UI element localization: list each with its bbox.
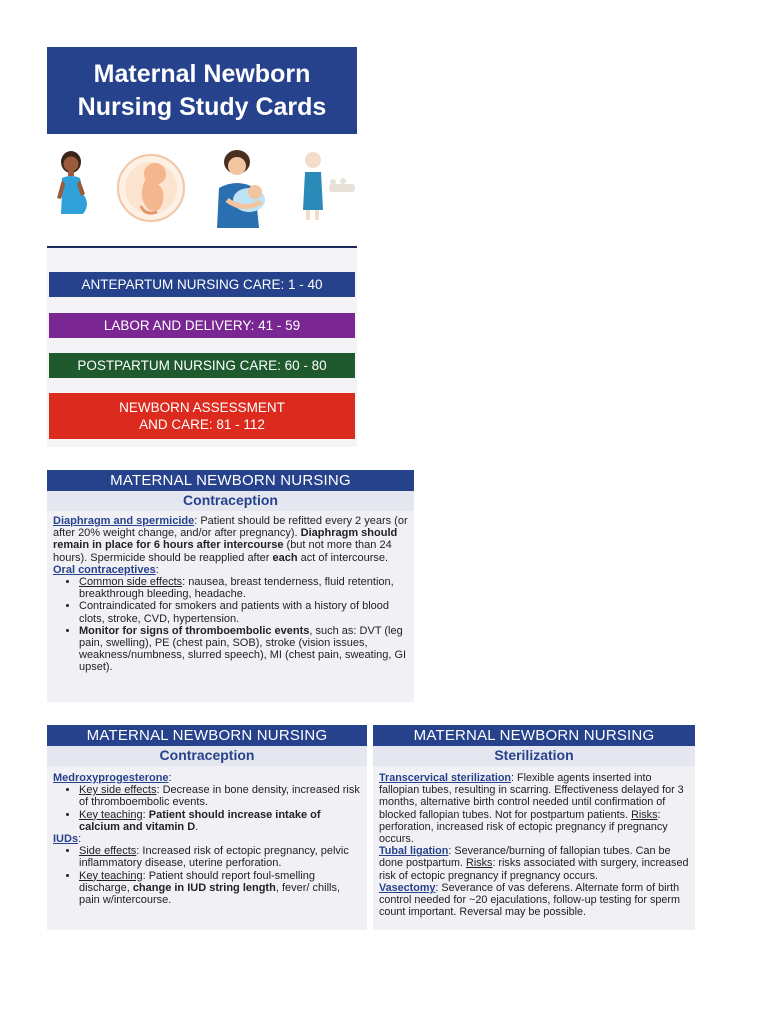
risks-text: : risks associated with surgery, increased risk of ectopic pregnancy if pregnancy occurs. — [379, 857, 689, 882]
card-body — [47, 511, 414, 674]
study-card-contraception-2 — [47, 725, 367, 930]
diaphragm-text-3: act of intercourse. — [297, 551, 389, 564]
tubal-text: : Severance/burning of fallopian tubes. Can be done postpartum. — [379, 845, 671, 870]
bullet-text: : Decrease in bone density, increased risk of thromboembolic events. — [79, 784, 360, 809]
bullet-text: Contraindicated for smokers and patients with a history of blood clots, stroke, CVD, hypertension. — [79, 600, 389, 625]
list-item — [79, 625, 408, 674]
cover-title-line1: Maternal Newborn — [93, 59, 311, 88]
bullet-text: : Patient should report foul-smelling discharge, — [79, 869, 316, 894]
iud-colon: : — [78, 833, 82, 846]
iud-list — [53, 845, 361, 906]
card-body — [373, 766, 695, 918]
risks-term: Risks — [631, 808, 658, 821]
list-item — [79, 845, 361, 869]
bullet-term: Key side effects — [79, 784, 157, 797]
card-subheader: Contraception — [47, 491, 414, 511]
card-header: MATERNAL NEWBORN NURSING — [47, 725, 367, 746]
list-item — [79, 870, 361, 907]
tubal-paragraph — [379, 845, 689, 882]
section-labor-delivery — [49, 313, 355, 338]
section-labor-delivery-label: LABOR AND DELIVERY: 41 - 59 — [103, 318, 301, 333]
section-newborn-label-line2: AND CARE: 81 - 112 — [139, 417, 265, 432]
bullet-text: : Increased risk of ectopic pregnancy, pelvic inflammatory disease, uterine perforation. — [79, 845, 349, 870]
cover-divider — [47, 246, 357, 248]
bullet-bold: Patient should increase intake of calcium and vitamin D — [79, 808, 321, 833]
bullet-end: , fever/ chills, pain w/intercourse. — [79, 881, 341, 907]
list-item — [79, 784, 361, 808]
vasectomy-topic: Vasectomy — [379, 881, 436, 894]
oral-topic: Oral contraceptives — [53, 563, 156, 576]
card-header: MATERNAL NEWBORN NURSING — [373, 725, 695, 746]
cover-illustrations — [47, 134, 357, 246]
transcervical-text: : Flexible agents inserted into fallopian tubes, resulting in scarring. Effectiveness delayed for 3 months, alternative birth control needed until confirmation of blocked fallopian tubes. Not for postpartum patients. — [379, 772, 684, 821]
vasectomy-text: : Severance of vas deferens. Alternate form of birth control needed for ~20 ejaculations, follow-up testing for sperm count important. Reversal may be possible. — [379, 881, 680, 919]
bullet-term: Key teaching — [79, 808, 143, 821]
transcervical-topic: Transcervical sterilization — [379, 772, 512, 784]
diaphragm-paragraph — [53, 515, 408, 564]
card-header: MATERNAL NEWBORN NURSING — [47, 470, 414, 491]
list-item — [79, 576, 408, 600]
vasectomy-paragraph — [379, 882, 689, 919]
oral-list — [53, 576, 408, 674]
bullet-text: : nausea, breast tenderness, fluid retention, breakthrough bleeding, headache. — [79, 576, 394, 601]
diaphragm-bold-each: each — [272, 551, 298, 564]
list-item — [79, 809, 361, 833]
cover-card — [47, 47, 357, 447]
section-antepartum — [49, 272, 355, 297]
risks-term: Risks — [466, 857, 493, 870]
risks-text: : perforation, increased risk of ectopic pregnancy if pregnancy occurs. — [379, 808, 668, 846]
bullet-bold: Monitor for signs of thromboembolic events — [79, 624, 310, 637]
iud-heading — [53, 833, 361, 845]
fetus-icon — [115, 148, 187, 228]
medroxy-list — [53, 784, 361, 833]
bullet-term: Common side effects — [79, 576, 183, 589]
bullet-colon: : — [142, 808, 149, 821]
card-body — [47, 766, 367, 906]
section-antepartum-label: ANTEPARTUM NURSING CARE: 1 - 40 — [81, 277, 323, 292]
section-newborn-label-line1: NEWBORN ASSESSMENT — [119, 400, 285, 415]
section-postpartum-label: POSTPARTUM NURSING CARE: 60 - 80 — [77, 358, 327, 373]
iud-topic: IUDs — [53, 833, 79, 846]
transcervical-paragraph — [379, 772, 689, 845]
bullet-bold: change in IUD string length — [132, 881, 276, 894]
child-icon — [297, 148, 357, 228]
card-subheader: Contraception — [47, 746, 367, 766]
pregnant-woman-icon — [53, 148, 93, 228]
section-postpartum — [49, 353, 355, 378]
cover-title-line2: Nursing Study Cards — [77, 92, 327, 121]
tubal-topic: Tubal ligation — [379, 845, 449, 858]
oral-colon: : — [155, 563, 159, 576]
diaphragm-text: : Patient should be refitted every 2 years (or after 20% weight change, and/or after pregnancy). — [53, 515, 408, 540]
oral-heading — [53, 564, 408, 576]
mother-baby-icon — [213, 148, 275, 230]
bullet-term: Key teaching — [79, 869, 143, 882]
bullet-term: Side effects — [79, 845, 137, 858]
cover-title — [47, 47, 357, 134]
diaphragm-topic: Diaphragm and spermicide — [53, 515, 195, 527]
bullet-text: , such as: DVT (leg pain, swelling), PE (chest pain, SOB), stroke (vision issues, weakness/numbness, slurred speech), MI (chest pain, sweating, GI upset). — [79, 624, 407, 674]
medroxy-colon: : — [168, 772, 172, 784]
bullet-end: . — [195, 820, 199, 833]
diaphragm-bold-text: Diaphragm should remain in place for 6 hours after intercourse — [53, 527, 398, 552]
medroxy-heading — [53, 772, 361, 784]
study-card-sterilization — [373, 725, 695, 930]
list-item — [79, 600, 408, 624]
card-subheader: Sterilization — [373, 746, 695, 766]
medroxy-topic: Medroxyprogesterone — [53, 772, 169, 784]
study-card-contraception-1 — [47, 470, 414, 702]
diaphragm-text-2: (but not more than 24 hours). Spermicide should be reapplied after — [53, 539, 392, 564]
section-newborn — [49, 393, 355, 439]
